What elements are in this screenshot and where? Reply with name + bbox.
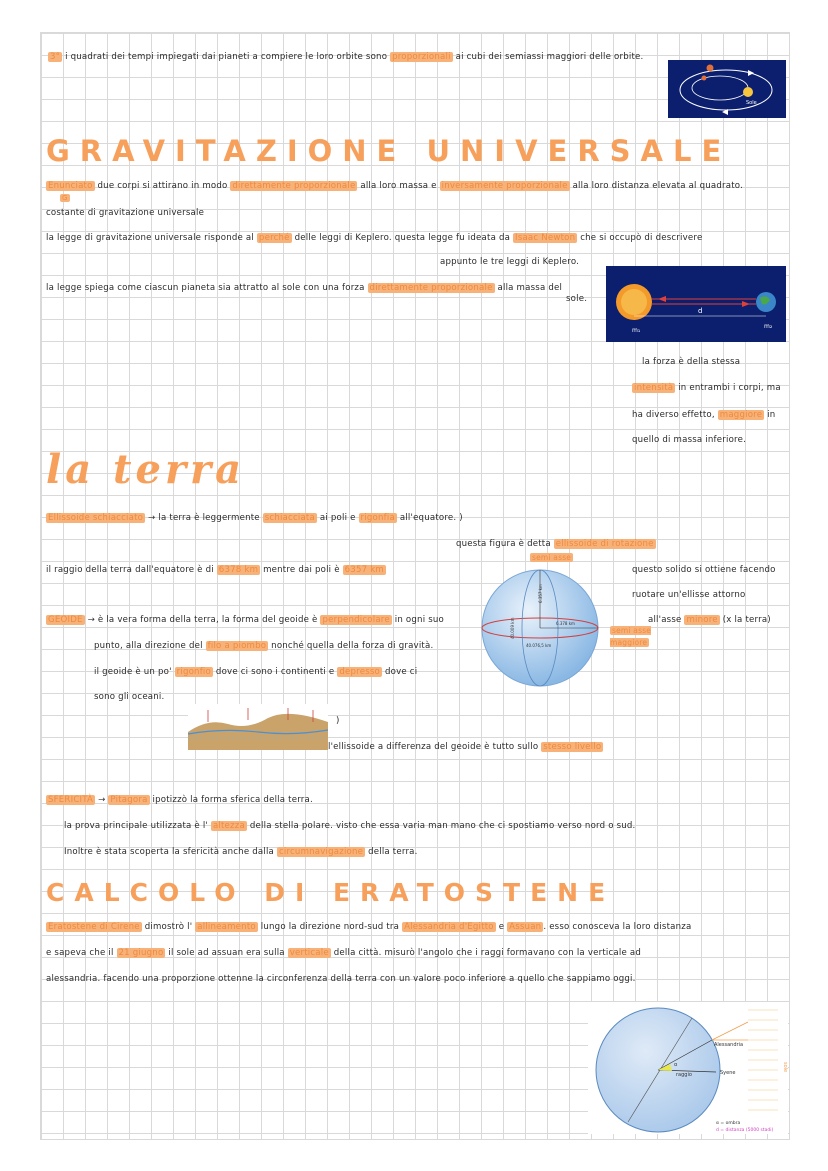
legend-ombra: α = ombra	[716, 1121, 741, 1126]
sphere-label-r2: 6.378 km	[556, 621, 575, 626]
geoide-b: in ogni suo	[394, 615, 444, 625]
hl-semi-maggiore: semi asse maggiore	[610, 626, 652, 647]
erat-line2	[46, 948, 641, 959]
grav-side2-text: in entrambi i corpi, ma	[678, 383, 781, 393]
sfericita-line2	[64, 821, 636, 832]
sfericita-line1: SFERICITÀ → Pitagora ipotizzò la forma sferica della terra.	[48, 795, 313, 805]
grav-heading: GRAVITAZIONE UNIVERSALE	[46, 134, 732, 168]
erat-line1	[46, 922, 691, 933]
fig-d-label: d	[698, 307, 703, 315]
sfericita2-b: della stella polare. visto che essa varia man mano che ci spostiamo verso nord o sud.	[249, 821, 636, 831]
grav-note-g	[60, 193, 70, 204]
hl-assuan: Assuan	[509, 922, 542, 932]
hl-pitagora: Pitagora	[110, 795, 148, 805]
earth-sphere-diagram	[476, 565, 604, 691]
hl-newton: Isaac Newton	[515, 233, 576, 243]
geoide3-a: il geoide è un po'	[94, 667, 172, 677]
geoide-line1: GEOIDE → è la vera forma della terra, la forma del geoide è perpendicolare in ogni suo	[48, 615, 444, 625]
grav-l5-a: la legge spiega come ciascun pianeta sia attratto al sole con una forza	[46, 283, 365, 293]
hl-rigonfio: rigonfio	[176, 667, 211, 677]
alpha-label: α	[674, 1062, 678, 1068]
sphere-label-r1: 6.357 km	[538, 584, 543, 603]
grav-side3-b: in	[767, 410, 776, 420]
grav-line3	[46, 233, 702, 244]
terra-heading: la terra	[46, 446, 246, 493]
grav-l3-c: che si occupò di descrivere	[580, 233, 703, 243]
grav-l3-a: la legge di gravitazione universale risponde al	[46, 233, 254, 243]
grav-line4: appunto le tre leggi di Keplero.	[440, 257, 580, 267]
terra-raggio-b: mentre dai poli è	[263, 565, 340, 575]
terra-e1-b: ai poli e	[319, 513, 356, 523]
hl-circumnavigazione: circumnavigazione	[278, 847, 364, 857]
kepler3-line	[48, 52, 643, 63]
geoide2-a: punto, alla direzione del	[94, 641, 203, 651]
geoide-bracket: )	[336, 716, 340, 726]
sfericita-line3	[64, 847, 418, 858]
legend-distanza: d = distanza (5000 stadi)	[716, 1128, 774, 1133]
fig-m1-label: m₁	[632, 327, 641, 334]
grav-l1-a: due corpi si attirano in modo	[97, 181, 228, 191]
terra-raggio-a: il raggio della terra dall'equatore è di	[46, 565, 214, 575]
hl-perche: perché	[258, 233, 290, 243]
sfericita-a: ipotizzò la forma sferica della terra.	[152, 795, 313, 805]
grav-side3-a: ha diverso effetto,	[632, 410, 715, 420]
hl-stesso-livello: stesso livello	[543, 742, 602, 752]
erat-l1-c: e	[498, 922, 505, 932]
geoid-profile-diagram	[188, 704, 328, 750]
geoide-line3	[94, 667, 417, 678]
hl-g: G	[62, 194, 68, 202]
kepler-text-b: ai cubi dei semiassi maggiori delle orbite.	[455, 52, 644, 62]
eratostene-heading: CALCOLO DI ERATOSTENE	[46, 878, 616, 907]
hl-ellissoide: Ellissoide schiacciato	[48, 513, 144, 523]
grav-side1: la forza è della stessa	[642, 357, 741, 367]
geoide3-c: dove ci	[384, 667, 418, 677]
terra-raggio	[46, 565, 386, 576]
orbit-diagram	[668, 60, 786, 118]
grav-l5-b: alla massa del	[497, 283, 563, 293]
geoide2-b: nonché quella della forza di gravità.	[271, 641, 434, 651]
terra-e1-c: all'equatore.	[399, 513, 457, 523]
hl-rigonfia: rigonfia	[360, 513, 395, 523]
hl-altezza: altezza	[212, 821, 245, 831]
hl-intensita: intensità	[634, 383, 674, 393]
sfericita2-a: la prova principale utilizzata è l'	[64, 821, 208, 831]
sphere-label-c1: 40.009 km	[510, 617, 515, 639]
hl-direttamente-2: direttamente proporzionale	[369, 283, 493, 293]
erat-l2-b: il sole ad assuan era sulla	[168, 948, 285, 958]
kepler-text-a: i quadrati dei tempi impiegati dai pianeti a compiere le loro orbite sono	[65, 52, 388, 62]
geoide-a: è la vera forma della terra, la forma del geoide è	[97, 615, 318, 625]
fig-m2-label: m₂	[764, 323, 773, 330]
grav-side4: quello di massa inferiore.	[632, 435, 747, 445]
terra-e1-a: la terra è leggermente	[158, 513, 260, 523]
terra-fig-note-a: questa figura è detta	[456, 539, 551, 549]
terra-fig-note	[456, 539, 656, 550]
geoide-line2	[94, 641, 433, 652]
alexandria-label: Alessandria	[714, 1042, 744, 1048]
ellissoide-line	[328, 742, 603, 753]
hl-minore: minore	[686, 615, 718, 625]
hl-21-giugno: 21 giugno	[118, 948, 164, 958]
geoide-line4: sono gli oceani.	[94, 692, 165, 702]
hl-direttamente: direttamente proporzionale	[232, 181, 356, 191]
erat-line3: alessandria. facendo una proporzione ottenne la circonferenza della terra con un valore poco inferiore a quello che sappiamo oggi.	[46, 974, 636, 984]
hl-depresso: depresso	[339, 667, 381, 677]
terra-side-c-a: all'asse	[648, 615, 682, 625]
erat-l2-c: della città. misurò l'angolo che i raggi formavano con la verticale ad	[333, 948, 642, 958]
terra-side-a: questo solido si ottiene facendo	[632, 565, 776, 575]
hl-alessandria: Alessandria d'Egitto	[404, 922, 494, 932]
hl-6357: 6357 km	[344, 565, 384, 575]
raggio-label: raggio	[676, 1072, 692, 1078]
ellissoide-a: l'ellissoide a differenza del geoide è tutto sullo	[328, 742, 539, 752]
hl-semi-asse: semi asse	[532, 553, 572, 562]
erat-l2-a: e sapeva che il	[46, 948, 114, 958]
terra-side-b: ruotare un'ellisse attorno	[632, 590, 746, 600]
kepler-highlight: proporzionali	[392, 52, 451, 62]
grav-side2	[632, 383, 781, 394]
erat-l1-b: lungo la direzione nord-sud tra	[260, 922, 400, 932]
eratostene-diagram	[588, 1002, 788, 1134]
grav-line5c: sole.	[566, 294, 588, 304]
terra-semi-label	[530, 552, 573, 564]
grav-line2: costante di gravitazione universale	[46, 208, 205, 218]
grav-l1-c: alla loro distanza elevata al quadrato.	[572, 181, 744, 191]
geoide3-b: dove ci sono i continenti e	[215, 667, 335, 677]
grav-line1	[46, 181, 743, 192]
grav-side3	[632, 410, 775, 421]
hl-ellissoide-rotazione: ellissoide di rotazione	[555, 539, 654, 549]
sun-label: Sole	[746, 100, 757, 106]
hl-eratostene: Eratostene di Cirene	[48, 922, 140, 932]
hl-schiacciata: schiacciata	[264, 513, 315, 523]
hl-inversamente: inversamente proporzionale	[441, 181, 568, 191]
syene-label: Syene	[720, 1070, 736, 1076]
grav-l3-b: delle leggi di Keplero. questa legge fu ideata da	[294, 233, 511, 243]
terra-side-c-b: (x la terra)	[722, 615, 771, 625]
hl-maggiore: maggiore	[719, 410, 763, 420]
sun-earth-diagram	[606, 266, 786, 342]
terra-semi-maggiore	[610, 625, 680, 649]
erat-l1-a: dimostrò l'	[144, 922, 193, 932]
sfericita3-a: Inoltre è stata scoperta la sfericità anche dalla	[64, 847, 275, 857]
terra-line1: Ellissoide schiacciato → la terra è leggermente schiacciata ai poli e rigonfia all'equatore. )	[48, 513, 463, 523]
hl-perpendicolare: perpendicolare	[322, 615, 390, 625]
sfericita3-b: della terra.	[368, 847, 418, 857]
grav-l1-b: alla loro massa e	[360, 181, 437, 191]
hl-enunciato: Enunciato	[48, 181, 93, 191]
sphere-label-c2: 40.076,5 km	[526, 643, 552, 648]
hl-allineamento: allineamento	[197, 922, 256, 932]
hl-6378: 6378 km	[218, 565, 259, 575]
hl-verticale: verticale	[289, 948, 329, 958]
hl-filo-piombo: filo a piombo	[207, 641, 267, 651]
sole-label: sole	[782, 1062, 788, 1073]
kepler-number: 3°	[50, 52, 61, 62]
hl-sfericita: SFERICITÀ	[48, 795, 94, 805]
erat-l1-d: . esso conosceva la loro distanza	[543, 922, 692, 932]
hl-geoide: GEOIDE	[48, 615, 83, 625]
grav-line5	[46, 283, 562, 294]
